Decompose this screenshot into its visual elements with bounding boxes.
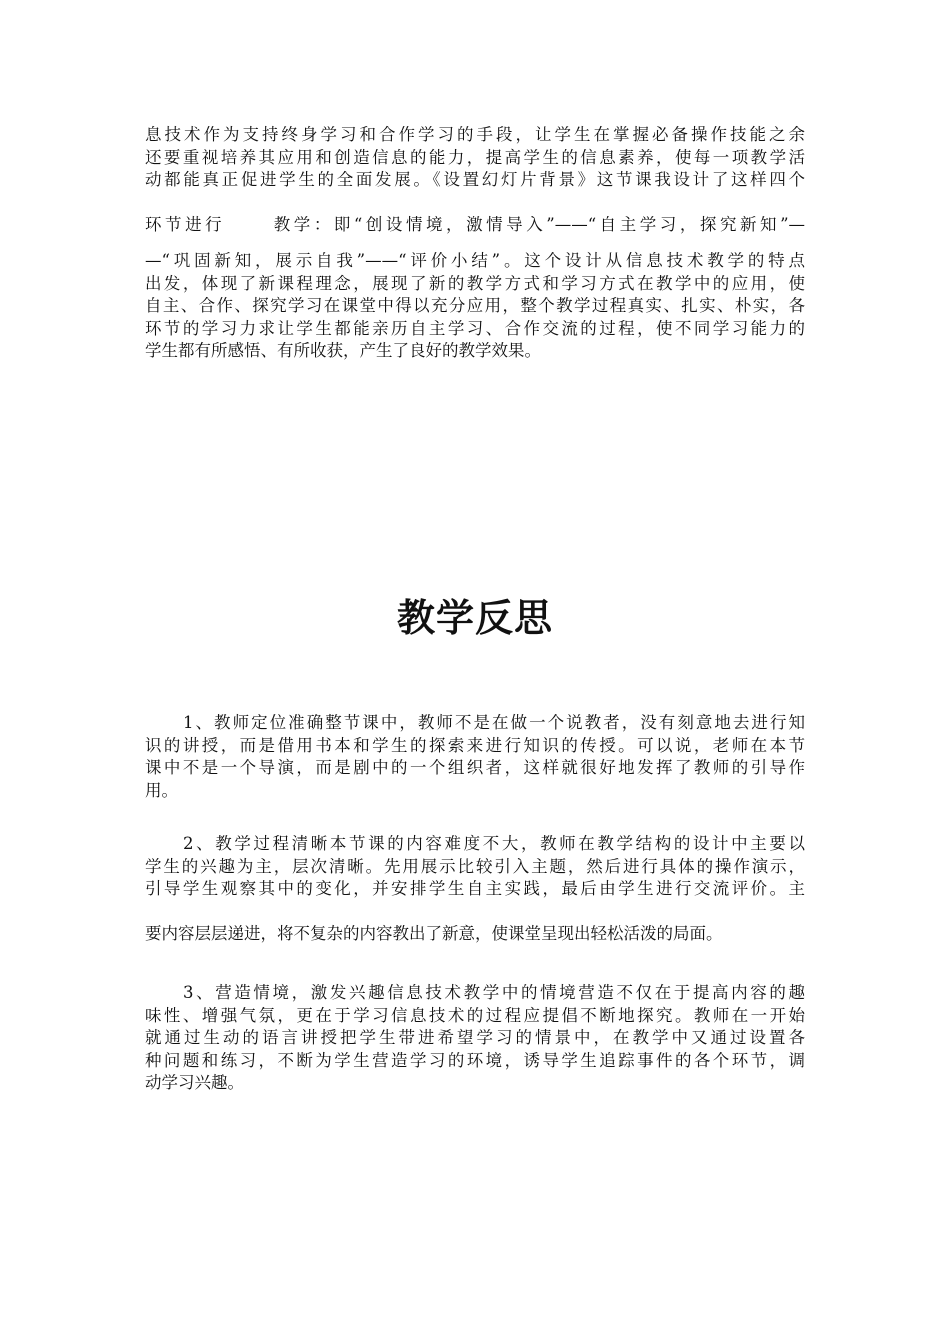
reflection-paragraph-2-end bbox=[145, 923, 805, 946]
intro-line-2: 还要重视培养其应用和创造信息的能力，提高学生的信息素养，使每一项教学活 bbox=[145, 147, 805, 167]
intro-line-1: 息技术作为支持终身学习和合作学习的手段，让学生在掌握必备操作技能之余 bbox=[145, 125, 805, 144]
section-title: 教学反思 bbox=[396, 596, 553, 640]
intro-line-4-start: 环节进行 bbox=[145, 215, 226, 234]
reflection-3-line-3: 就通过生动的语言讲授把学生带进希望学习的情景中，在教学中又通过设置各 bbox=[145, 1028, 805, 1047]
reflection-1-line-4: 用。 bbox=[145, 780, 178, 800]
intro-paragraph-line-4 bbox=[145, 214, 805, 237]
intro-line-4 bbox=[145, 214, 805, 237]
reflection-3-line-1: 3、营造情境，激发兴趣信息技术教学中的情境营造不仅在于提高内容的趣 bbox=[183, 983, 805, 1002]
intro-line-4-end: 教学：即“创设情境，激情导入”——“自主学习，探究新知”— bbox=[270, 215, 806, 234]
intro-line-8: 环节的学习力求让学生都能亲历自主学习、合作交流的过程，使不同学习能力的 bbox=[145, 318, 805, 338]
reflection-paragraph-3 bbox=[145, 982, 805, 1095]
intro-line-7: 自主、合作、探究学习在课堂中得以充分应用，整个教学过程真实、扎实、朴实，各 bbox=[145, 296, 805, 315]
reflection-3-line-2: 味性、增强气氛，更在于学习信息技术的过程应提倡不断地探究。教师在一开始 bbox=[145, 1005, 805, 1025]
intro-line-6: 出发，体现了新课程理念，展现了新的教学方式和学习方式在教学中的应用，使 bbox=[145, 273, 805, 293]
reflection-3-line-5: 动学习兴趣。 bbox=[145, 1073, 244, 1092]
reflection-1-line-1: 1、教师定位准确整节课中，教师不是在做一个说教者，没有刻意地去进行知 bbox=[183, 713, 805, 732]
intro-paragraph-continued bbox=[145, 250, 805, 363]
reflection-2-line-1: 2、教学过程清晰本节课的内容难度不大，教师在教学结构的设计中主要以 bbox=[183, 834, 805, 853]
reflection-paragraph-2 bbox=[145, 833, 805, 901]
intro-paragraph bbox=[145, 124, 805, 192]
reflection-2-line-4: 要内容层层递进，将不复杂的内容教出了新意，使课堂呈现出轻松活泼的局面。 bbox=[145, 924, 723, 943]
reflection-1-line-2: 识的讲授，而是借用书本和学生的探索来进行知识的传授。可以说，老师在本节 bbox=[145, 735, 805, 755]
reflection-3-line-4: 种问题和练习，不断为学生营造学习的环境，诱导学生追踪事件的各个环节，调 bbox=[145, 1050, 805, 1070]
reflection-1-line-3: 课中不是一个导演，而是剧中的一个组织者，这样就很好地发挥了教师的引导作 bbox=[145, 758, 805, 777]
reflection-paragraph-1 bbox=[145, 712, 805, 802]
reflection-2-line-3: 引导学生观察其中的变化，并安排学生自主实践，最后由学生进行交流评价。主 bbox=[145, 879, 805, 898]
reflection-2-line-2: 学生的兴趣为主，层次清晰。先用展示比较引入主题，然后进行具体的操作演示， bbox=[145, 856, 805, 876]
intro-line-3: 动都能真正促进学生的全面发展。《设置幻灯片背景》这节课我设计了这样四个 bbox=[145, 170, 805, 189]
intro-line-9: 学生都有所感悟、有所收获，产生了良好的教学效果。 bbox=[145, 341, 541, 360]
intro-line-5: —“巩固新知，展示自我”——“评价小结”。这个设计从信息技术教学的特点 bbox=[145, 251, 805, 270]
